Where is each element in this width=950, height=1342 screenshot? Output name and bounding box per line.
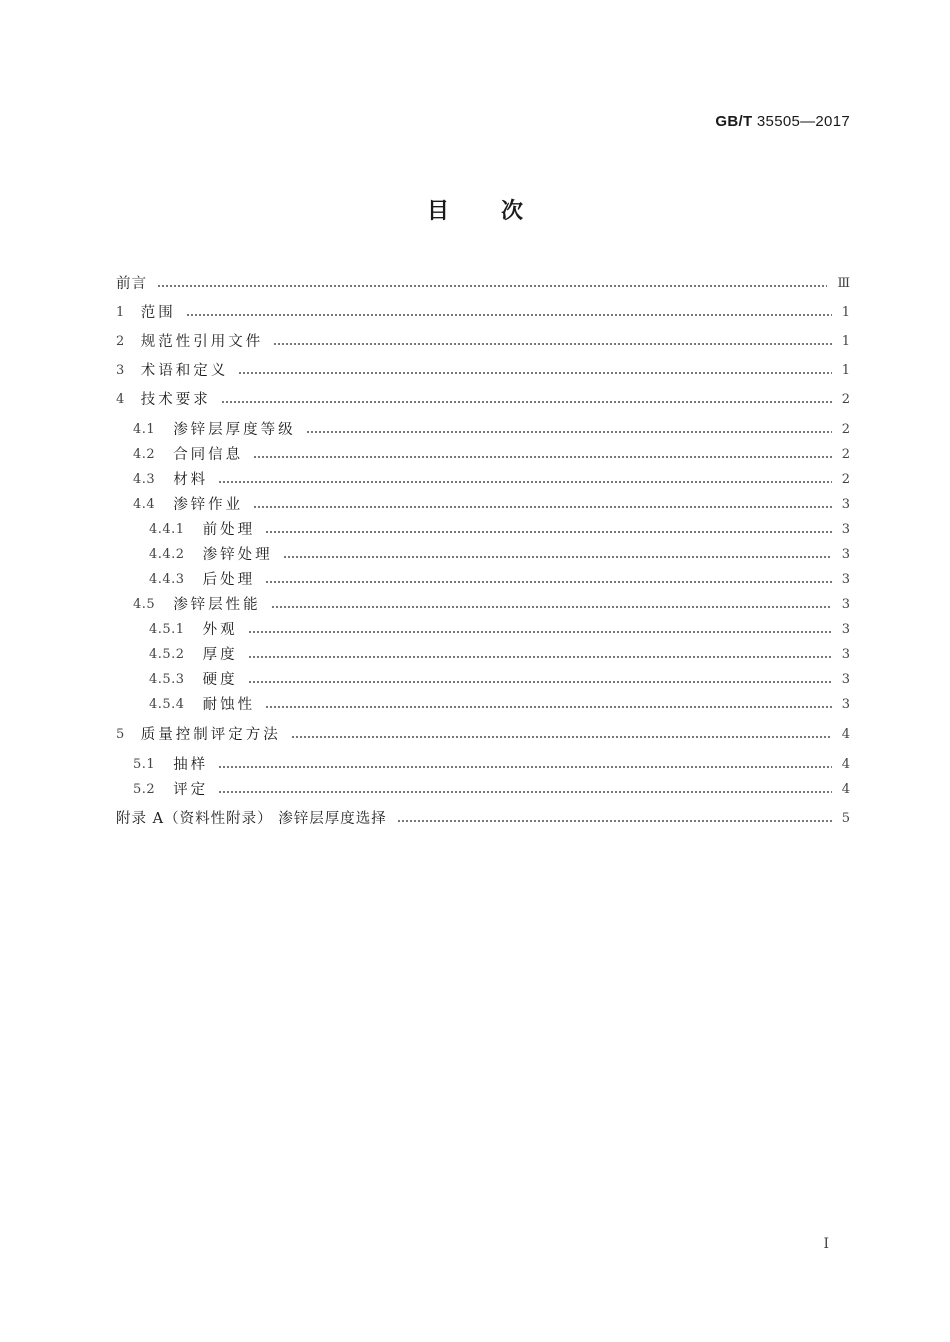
toc-entry-label: 合同信息 [173,447,244,463]
page-title: 目次 [426,199,575,224]
toc-entry-label: 渗锌处理 [202,547,273,563]
toc-leader-dots [218,791,832,793]
toc-entry[interactable] [116,724,850,746]
toc-entry-label: 渗锌层厚度等级 [173,422,296,438]
toc-entry[interactable] [116,569,850,591]
toc-entry[interactable] [116,594,850,616]
toc-entry-label: 质量控制评定方法 [140,727,281,743]
toc-page-number: 1 [841,334,850,349]
toc-page-number: 3 [841,597,850,612]
toc-entry[interactable] [116,779,850,801]
toc-section-number: 5 [116,727,125,742]
toc-entry-label: 抽样 [173,757,209,773]
toc-page-number: 3 [841,497,850,512]
toc-section-number: 4.4.1 [149,522,185,537]
toc-page-number: 1 [841,305,850,320]
toc-entry[interactable] [116,494,850,516]
toc-entry[interactable] [116,619,850,641]
toc-leader-dots [248,681,832,683]
toc-leader-dots [218,766,832,768]
toc-leader-dots [248,631,832,633]
standard-number: 35505—2017 [756,113,850,130]
toc-entry-label: 范围 [140,305,176,321]
toc-page-number: Ⅲ [837,276,850,291]
toc-page-number: 3 [841,522,850,537]
toc-section-number: 4.5.2 [149,647,185,662]
toc-leader-dots [186,314,832,316]
standard-prefix: GB/T [715,113,753,130]
toc-page-number: 3 [841,672,850,687]
toc-section-number: 4 [116,392,125,407]
toc-entry[interactable] [116,694,850,716]
toc-entry[interactable] [116,469,850,491]
toc-leader-dots [253,506,832,508]
toc-section-number: 4.5.1 [149,622,185,637]
toc-entry-label: 耐蚀性 [202,697,256,713]
toc-leader-dots [265,581,832,583]
toc-entry-label: 外观 [202,622,238,638]
toc-page-number: 4 [841,782,850,797]
toc-entry-label: 硬度 [202,672,238,688]
toc-entry[interactable] [116,360,850,382]
toc-page-number: 5 [841,811,850,826]
toc-entry[interactable] [116,754,850,776]
toc-section-number: 4.5.4 [149,697,185,712]
toc-section-number: 4.5.3 [149,672,185,687]
toc-entry[interactable] [116,419,850,441]
toc-leader-dots [238,372,831,374]
toc-leader-dots [265,531,832,533]
toc-entry[interactable] [116,302,850,324]
toc-entry-label: 厚度 [202,647,238,663]
toc-section-number: 5.1 [133,757,156,772]
toc-entry[interactable] [116,519,850,541]
toc-section-number: 5.2 [133,782,156,797]
toc-leader-dots [265,706,832,708]
toc-entry[interactable] [116,669,850,691]
toc-page-number: 2 [841,422,850,437]
page-folio: Ⅰ [823,1236,829,1252]
toc-section-number: 4.3 [133,472,156,487]
toc-entry[interactable] [116,444,850,466]
toc-page-number: 2 [841,392,850,407]
toc-leader-dots [291,736,832,738]
toc-section-number: 4.2 [133,447,156,462]
toc-leader-dots [283,556,832,558]
toc-page-number: 3 [841,622,850,637]
toc-page-number: 3 [841,547,850,562]
toc-leader-dots [248,656,832,658]
toc-section-number: 4.4.2 [149,547,185,562]
toc-entry-label: 材料 [173,472,209,488]
toc-section-number: 2 [116,334,125,349]
toc-entry-label: 渗锌作业 [173,497,244,513]
toc-leader-dots [271,606,832,608]
toc-entry-foreword[interactable] [116,273,850,295]
toc-page-number: 3 [841,572,850,587]
toc-entry-label: 渗锌层性能 [173,597,261,613]
toc-page-number: 3 [841,647,850,662]
toc-entry-annex-a[interactable] [116,808,850,830]
toc-leader-dots [218,481,832,483]
toc-leader-dots [253,456,832,458]
toc-section-number: 4.1 [133,422,156,437]
toc-page-number: 4 [841,727,850,742]
toc-section-number: 4.4 [133,497,156,512]
toc-entry-label: 前处理 [202,522,256,538]
toc-entry-label: 规范性引用文件 [140,334,264,350]
toc-entry-label: 附录 A（资料性附录） 渗锌层厚度选择 [116,811,387,827]
toc-entry[interactable] [116,389,850,411]
toc-page-number: 2 [841,472,850,487]
toc-entry-label: 后处理 [202,572,256,588]
toc-entry[interactable] [116,544,850,566]
toc-section-number: 4.5 [133,597,156,612]
toc-entry[interactable] [116,331,850,353]
toc-section-number: 3 [116,363,125,378]
toc-entry-label: 评定 [173,782,209,798]
toc-section-number: 1 [116,305,125,320]
standard-code [715,113,850,130]
toc-entry[interactable] [116,644,850,666]
toc-entry-label: 技术要求 [140,392,211,408]
toc-page-number: 1 [841,363,850,378]
toc-leader-dots [273,343,831,345]
toc-leader-dots [306,431,832,433]
toc-entry-label: 前言 [116,276,147,292]
toc-leader-dots [221,401,832,403]
toc-section-number: 4.4.3 [149,572,185,587]
toc-leader-dots [157,285,827,287]
toc-leader-dots [397,820,832,822]
toc-page-number: 2 [841,447,850,462]
toc-page-number: 3 [841,697,850,712]
toc-entry-label: 术语和定义 [140,363,229,379]
toc-page-number: 4 [841,757,850,772]
